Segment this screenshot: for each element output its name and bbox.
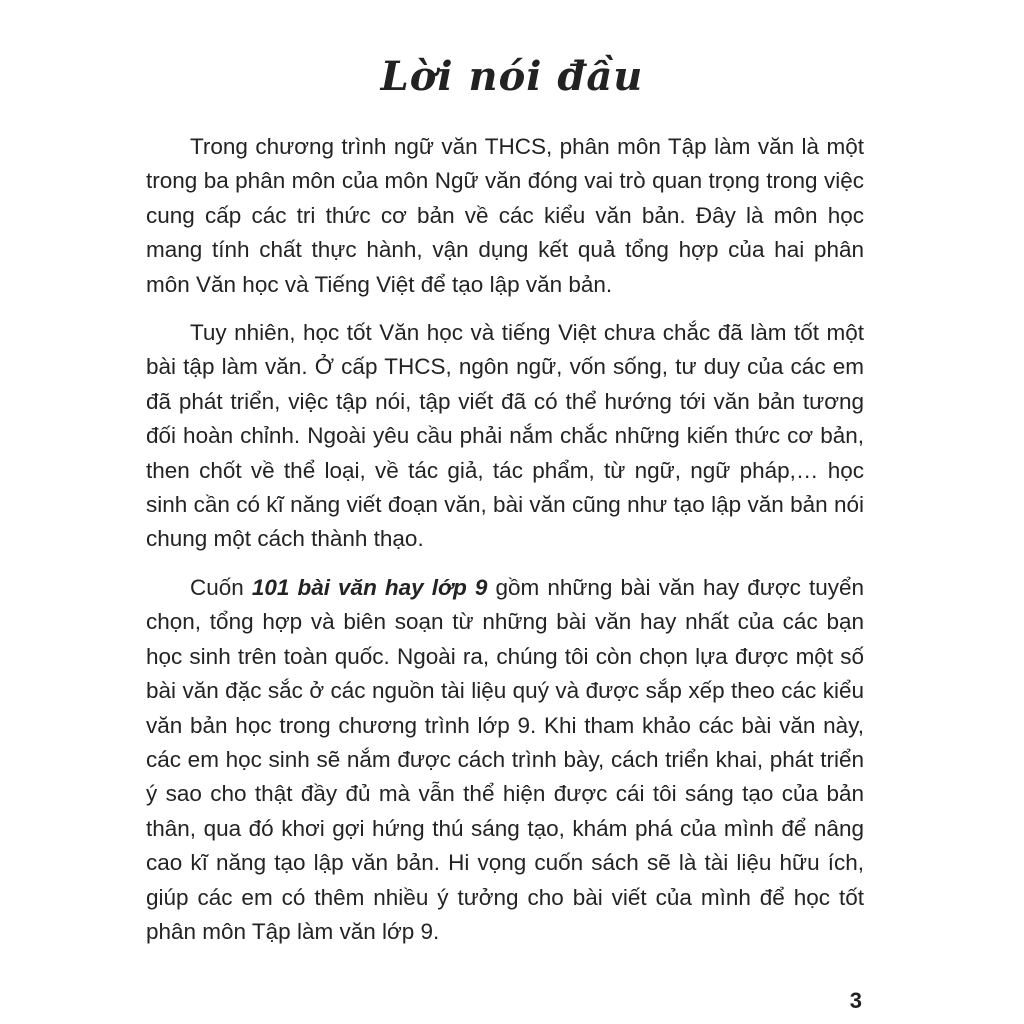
preface-body <box>146 130 864 963</box>
paragraph-2: Tuy nhiên, học tốt Văn học và tiếng Việt chưa chắc đã làm tốt một bài tập làm văn. Ở cấp THCS, ngôn ngữ, vốn sống, tư duy của các em đã phát triển, việc tập nói, tập viết đã có thể hướng tới văn bản tương đối hoàn chỉnh. Ngoài yêu cầu phải nắm chắc những kiến thức cơ bản, then chốt về thể loại, về tác giả, tác phẩm, từ ngữ, ngữ pháp,… học sinh cần có kĩ năng viết đoạn văn, bài văn cũng như tạo lập văn bản nói chung một cách thành thạo. <box>146 320 864 552</box>
book-title: 101 bài văn hay lớp 9 <box>251 574 488 600</box>
paragraph-1: Trong chương trình ngữ văn THCS, phân môn Tập làm văn là một trong ba phân môn của môn Ngữ văn đóng vai trò quan trọng trong việc cung cấp các tri thức cơ bản về các kiểu văn bản. Đây là môn học mang tính chất thực hành, vận dụng kết quả tổng hợp của hai phân môn Văn học và Tiếng Việt để tạo lập văn bản. <box>146 134 864 297</box>
paragraph-3-rest: gồm những bài văn hay được tuyển chọn, tổng hợp và biên soạn từ những bài văn hay nhất của các bạn học sinh trên toàn quốc. Ngoài ra, chúng tôi còn chọn lựa được một số bài văn đặc sắc ở các nguồn tài liệu quý và được sắp xếp theo các kiểu văn bản học trong chương trình lớp 9. Khi tham khảo các bài văn này, các em học sinh sẽ nắm được cách trình bày, cách triển khai, phát triển ý sao cho thật đầy đủ mà vẫn thể hiện được cái tôi sáng tạo của bản thân, qua đó khơi gợi hứng thú sáng tạo, khám phá của mình để nâng cao kĩ năng tạo lập văn bản. Hi vọng cuốn sách sẽ là tài liệu hữu ích, giúp các em có thêm nhiều ý tưởng cho bài viết của mình để học tốt phân môn Tập làm văn lớp 9. <box>146 574 864 944</box>
page-title: Lời nói đầu <box>380 52 644 100</box>
page-number: 3 <box>849 988 862 1013</box>
paragraph-3-prefix: Cuốn <box>190 574 252 600</box>
paragraph-3 <box>146 571 864 949</box>
